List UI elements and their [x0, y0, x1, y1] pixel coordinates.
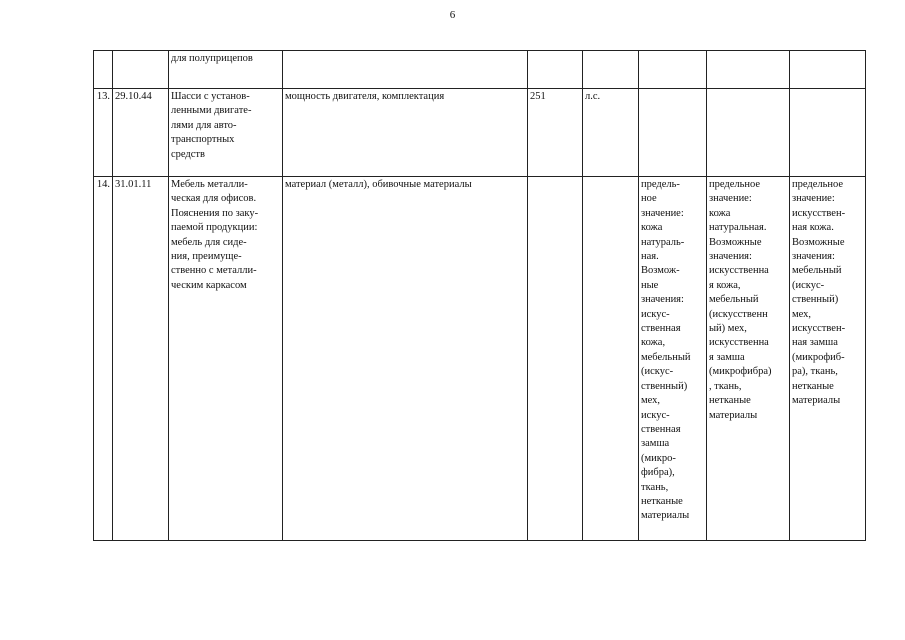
- characteristic: мощность двигателя, комплектация: [283, 89, 528, 177]
- characteristic: [283, 51, 528, 89]
- requirements-table: [93, 50, 866, 541]
- product-name: для полуприцепов: [169, 51, 283, 89]
- characteristic: материал (металл), обивочные материалы: [283, 177, 528, 541]
- product-name: Мебель металли- ческая для офисов. Пояснения по заку- паемой продукции: мебель для сиде- ния, преимуще- ственно с металли- ческим каркасом: [169, 177, 283, 541]
- row-number: 14.: [94, 177, 113, 541]
- value: 251: [528, 89, 583, 177]
- value-group-c: [790, 89, 866, 177]
- row-number: 13.: [94, 89, 113, 177]
- value-group-c: [790, 51, 866, 89]
- product-name: Шасси с установ- ленными двигате- лями для авто- транспортных средств: [169, 89, 283, 177]
- unit: л.с.: [583, 89, 639, 177]
- table-row: [94, 177, 866, 541]
- value-group-a: предель- ное значение: кожа натураль- ная. Возмож- ные значения: искус- ственная кожа, мебельный (искус- ственный) мех, искус- ственная замша (микро- фибра), ткань, нетканые материалы: [639, 177, 707, 541]
- table-row: [94, 89, 866, 177]
- value-group-a: [639, 51, 707, 89]
- row-number: [94, 51, 113, 89]
- table-row: [94, 51, 866, 89]
- value: [528, 51, 583, 89]
- value-group-b: [707, 51, 790, 89]
- unit: [583, 177, 639, 541]
- value-group-a: [639, 89, 707, 177]
- value-group-b: предельное значение: кожа натуральная. Возможные значения: искусственна я кожа, мебельный (искусственн ый) мех, искусственна я замша (микрофибра) , ткань, нетканые материалы: [707, 177, 790, 541]
- page-number: 6: [449, 9, 456, 21]
- value: [528, 177, 583, 541]
- okpd-code: [113, 51, 169, 89]
- value-group-c: предельное значение: искусствен- ная кожа. Возможные значения: мебельный (искус- ственный) мех, искусствен- ная замша (микрофиб- ра), ткань, нетканые материалы: [790, 177, 866, 541]
- unit: [583, 51, 639, 89]
- okpd-code: 29.10.44: [113, 89, 169, 177]
- okpd-code: 31.01.11: [113, 177, 169, 541]
- value-group-b: [707, 89, 790, 177]
